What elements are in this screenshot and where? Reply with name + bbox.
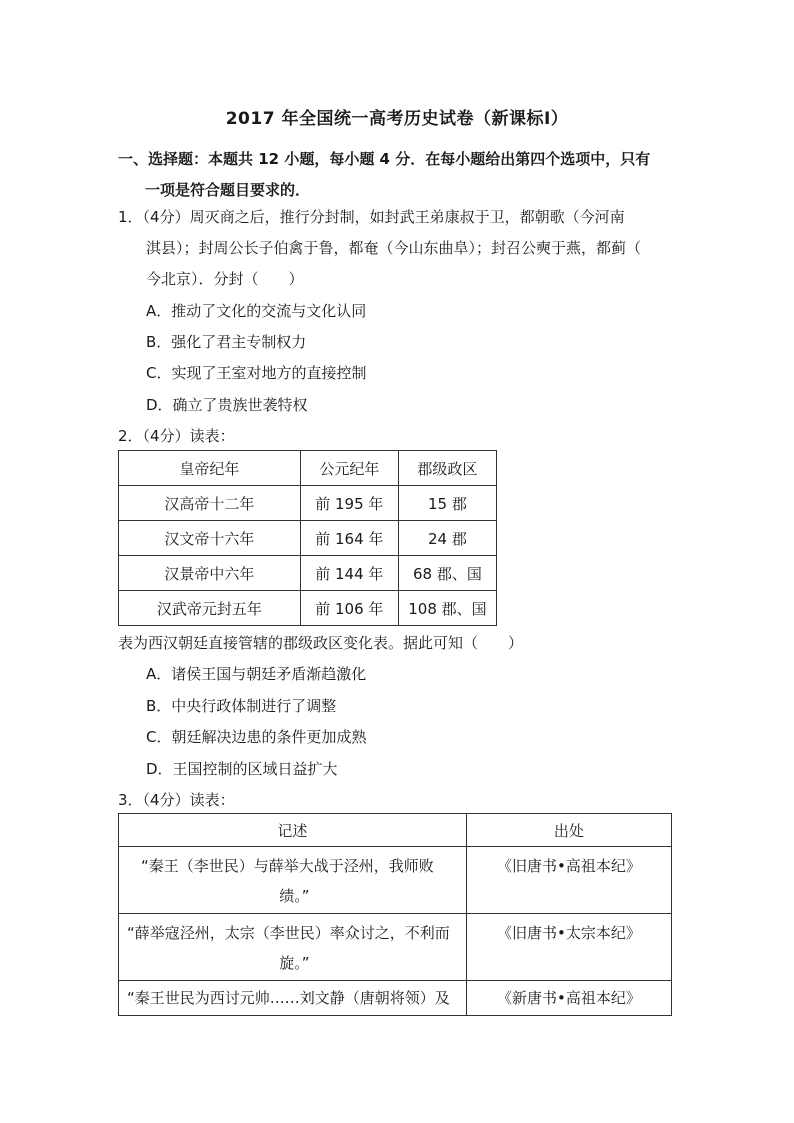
table-header-cell: 出处 [466, 814, 671, 847]
section-heading-line2: 一项是符合题目要求的． [145, 181, 311, 199]
question-1-option-d: D．确立了贵族世袭特权 [146, 396, 308, 414]
question-1-stem-line1: 1．（4分）周灭商之后，推行分封制，如封武王弟康叔于卫，都朝歌（今河南 [118, 208, 625, 226]
table-header-cell: 郡级政区 [398, 451, 496, 486]
table-row [119, 486, 497, 521]
question-1-stem-line2: 淇县）；封周公长子伯禽于鲁，都奄（今山东曲阜）；封召公奭于燕，都蓟（ [146, 239, 642, 257]
table-cell: 68 郡、国 [398, 556, 496, 591]
record-text: “秦王世民为西讨元帅……刘文静（唐朝将领）及 [127, 989, 450, 1007]
question-2-option-b: B．中央行政体制进行了调整 [146, 697, 337, 715]
table-cell: 前 106 年 [300, 591, 398, 626]
question-1-option-b: B．强化了君主专制权力 [146, 333, 307, 351]
table-cell: 前 195 年 [300, 486, 398, 521]
question-1-option-a: A．推动了文化的交流与文化认同 [146, 302, 367, 320]
question-2-stem: 2．（4分）读表： [118, 427, 235, 445]
question-1-stem-line3: 今北京）．分封（ ） [146, 270, 304, 288]
question-1-option-c: C．实现了王室对地方的直接控制 [146, 364, 367, 382]
question-3-stem: 3．（4分）读表： [118, 791, 235, 809]
table-cell: 汉高帝十二年 [119, 486, 301, 521]
question-2-after-table: 表为西汉朝廷直接管辖的郡级政区变化表。据此可知（ ） [118, 634, 524, 652]
record-text: “秦王（李世民）与薛举大战于泾州，我师败 [141, 857, 434, 875]
page-title: 2017 年全国统一高考历史试卷（新课标Ⅰ） [225, 109, 569, 129]
table-cell [119, 914, 467, 981]
table-cell: 《旧唐书•太宗本纪》 [466, 914, 671, 981]
table-header-cell: 记述 [119, 814, 467, 847]
table-header-row [119, 451, 497, 486]
table-row [119, 847, 672, 914]
table-header-row [119, 814, 672, 847]
question-2-option-c: C．朝廷解决边患的条件更加成熟 [146, 728, 367, 746]
table-cell: 24 郡 [398, 521, 496, 556]
table-cell: 《旧唐书•高祖本纪》 [466, 847, 671, 914]
table-row [119, 591, 497, 626]
table-header-cell: 皇帝纪年 [119, 451, 301, 486]
table-row [119, 521, 497, 556]
section-heading-line1: 一、选择题：本题共 12 小题，每小题 4 分．在每小题给出第四个选项中，只有 [118, 150, 651, 168]
question-3-table [118, 813, 672, 1016]
record-text-cont: 绩。” [279, 887, 310, 905]
section-heading [118, 144, 688, 206]
record-text: “薛举寇泾州，太宗（李世民）率众讨之，不利而 [127, 924, 450, 942]
record-text-cont: 旋。” [279, 954, 310, 972]
table-header-cell: 公元纪年 [300, 451, 398, 486]
table-cell: 前 144 年 [300, 556, 398, 591]
table-cell [119, 981, 467, 1016]
table-cell: 汉文帝十六年 [119, 521, 301, 556]
table-row [119, 981, 672, 1016]
question-2-option-d: D．王国控制的区域日益扩大 [146, 760, 338, 778]
table-row [119, 914, 672, 981]
table-cell: 前 164 年 [300, 521, 398, 556]
table-cell: 15 郡 [398, 486, 496, 521]
table-cell: 汉武帝元封五年 [119, 591, 301, 626]
table-cell: 《新唐书•高祖本纪》 [466, 981, 671, 1016]
table-cell: 汉景帝中六年 [119, 556, 301, 591]
table-row [119, 556, 497, 591]
question-2-option-a: A．诸侯王国与朝廷矛盾渐趋激化 [146, 665, 367, 683]
question-2-table [118, 450, 497, 626]
table-cell [119, 847, 467, 914]
table-cell: 108 郡、国 [398, 591, 496, 626]
